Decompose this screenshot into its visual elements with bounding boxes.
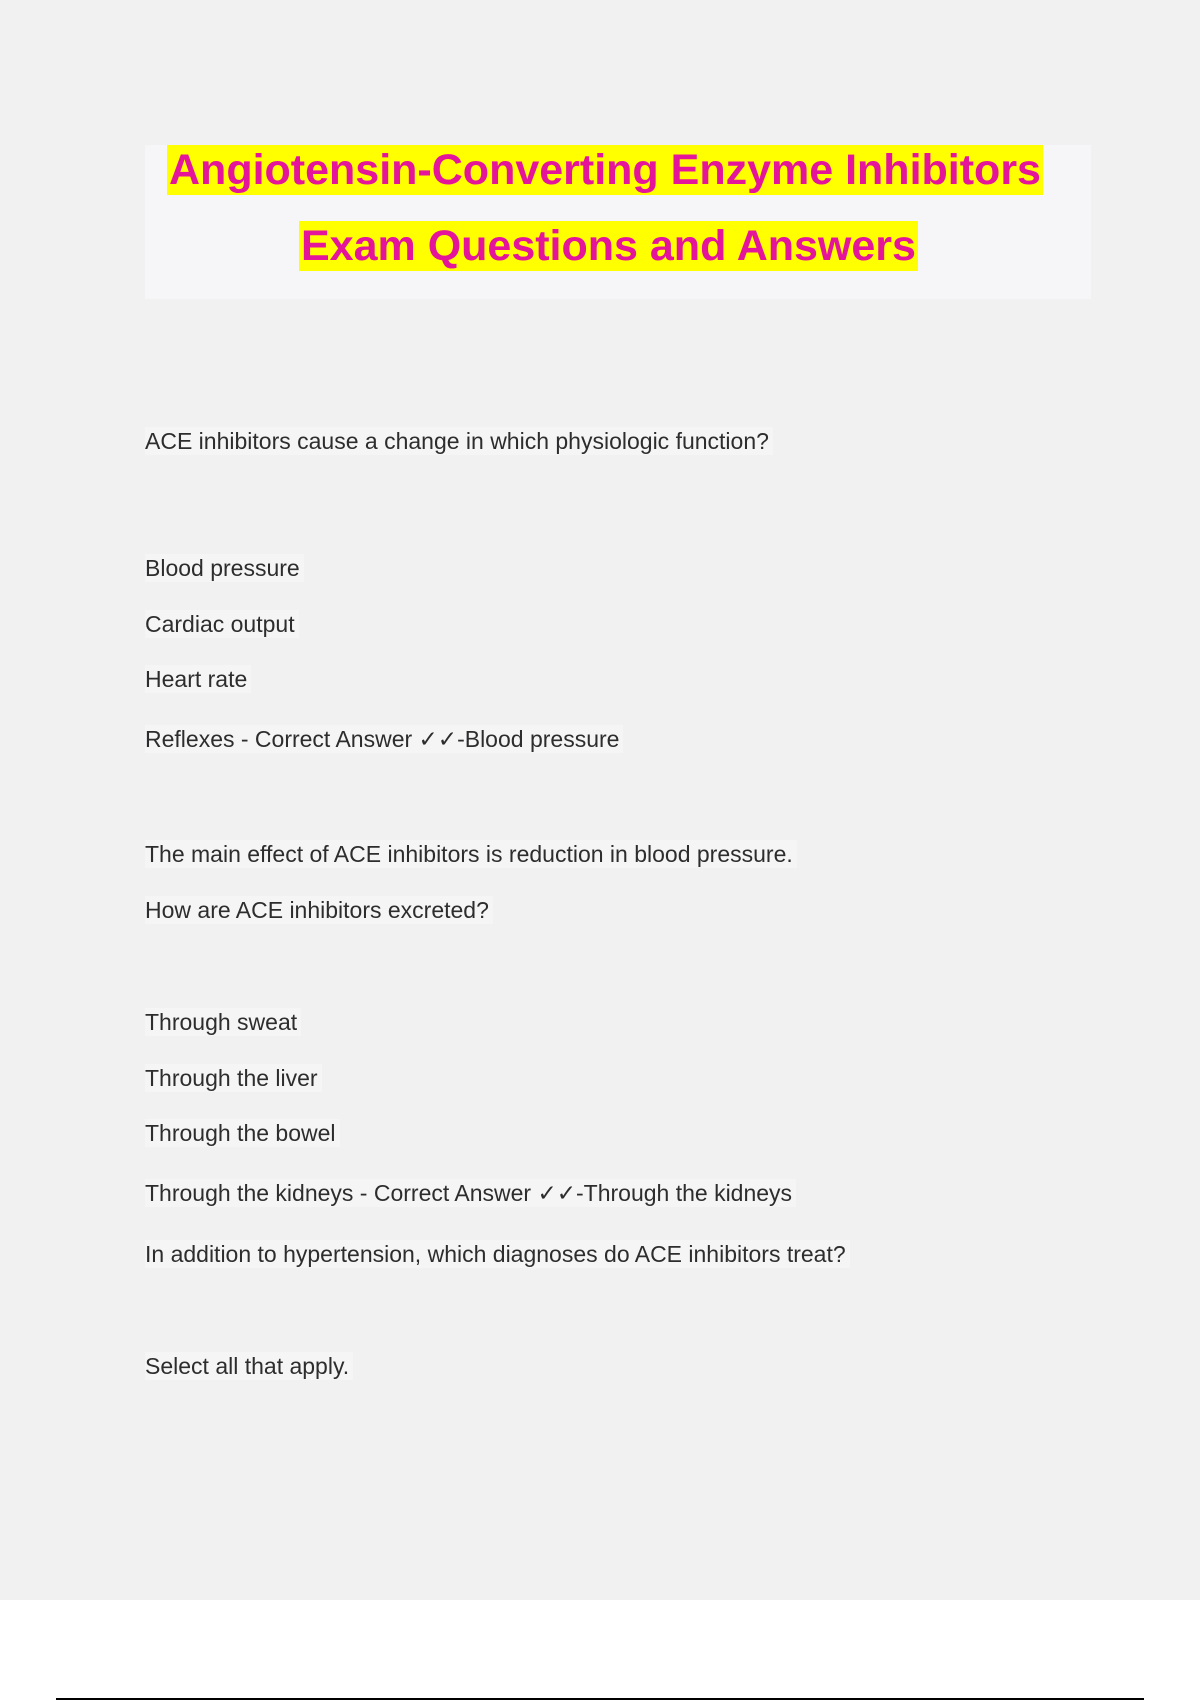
q2-option-2: Through the liver — [145, 1064, 322, 1092]
q1-option-3: Heart rate — [145, 665, 251, 693]
q3-instruction: Select all that apply. — [145, 1352, 353, 1380]
question-3: In addition to hypertension, which diagnoses do ACE inhibitors treat? — [145, 1240, 850, 1268]
title-block — [145, 145, 1091, 299]
question-1: ACE inhibitors cause a change in which physiologic function? — [145, 427, 773, 455]
q1-answer-line: Reflexes - Correct Answer ✓✓-Blood pressure — [145, 725, 623, 753]
q1-explanation: The main effect of ACE inhibitors is reduction in blood pressure. — [145, 840, 797, 868]
document-title-line-2: Exam Questions and Answers — [301, 222, 916, 270]
q2-answer-line: Through the kidneys - Correct Answer ✓✓-Through the kidneys — [145, 1179, 796, 1207]
q2-option-3: Through the bowel — [145, 1119, 340, 1147]
question-2: How are ACE inhibitors excreted? — [145, 896, 493, 924]
q1-option-2: Cardiac output — [145, 610, 299, 638]
q2-option-1: Through sweat — [145, 1008, 301, 1036]
q1-option-1: Blood pressure — [145, 554, 304, 582]
document-title-line-1: Angiotensin-Converting Enzyme Inhibitors — [169, 146, 1041, 194]
